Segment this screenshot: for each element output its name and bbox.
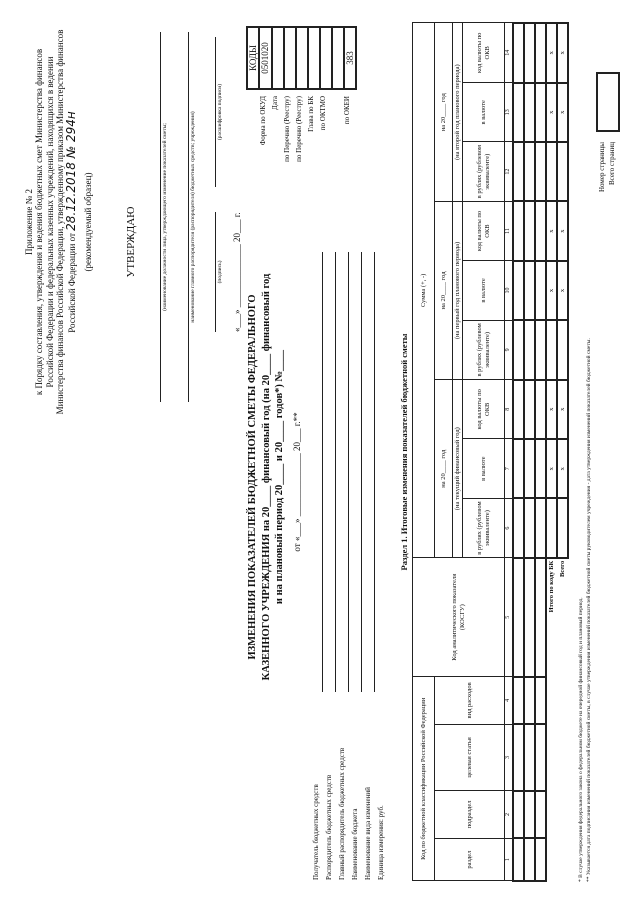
cell-x: x [557, 439, 568, 498]
appendix-line: Российской Федерации и федеральных казенных учреждений, находящихся в ведении [44, 56, 55, 388]
field-change-type: Наименование вида изменений [364, 787, 372, 880]
col-num: 13 [505, 83, 514, 142]
cell-x: x [546, 201, 557, 260]
sub-rubles: в рублях (рублевом эквиваленте) [463, 320, 505, 379]
sub-rubles: в рублях (рублевом эквиваленте) [463, 142, 505, 201]
field-budget-name: Наименование бюджета [351, 808, 359, 880]
code-oktmo [320, 27, 332, 89]
kosgu-header: Код аналитического показателя (КОСГУ) [413, 558, 505, 677]
total-bk-label: Итого по коду БК [546, 558, 557, 881]
field-chief-disposer: Главный распорядитель бюджетных средств [338, 747, 346, 880]
codes-label-okud: Форма по ОКУД [259, 96, 267, 146]
form-title [246, 262, 287, 692]
approve-title: УТВЕРЖДАЮ [125, 206, 137, 278]
sub-okv: код валюты по ОКВ [463, 380, 505, 439]
appendix-number: Приложение № 2 [24, 189, 34, 255]
title-line-3: и на плановый период 20____ и 20____ годов*) №____ [274, 349, 286, 605]
form-date: от «___» ______________ 20___ г.** [292, 412, 302, 552]
sub-currency: в валюте [463, 83, 505, 142]
cell-x: x [546, 261, 557, 320]
appendix-line [65, 22, 79, 422]
approve-caption-decoding: (расшифровка подписи) [217, 83, 223, 141]
col-num: 2 [505, 791, 514, 839]
kbk-col-target: целевая статья [435, 724, 505, 791]
appendix-line: Министерства финансов Российской Федерации, утвержденному приказом Министерства финансов [55, 29, 66, 415]
col-num: 10 [505, 261, 514, 320]
period-current-year: на 20____ год [435, 380, 453, 558]
col-num: 7 [505, 439, 514, 498]
col-num: 11 [505, 201, 514, 260]
table-row [524, 23, 535, 881]
approve-caption-position: (наименование должности лица, утверждающего изменение показателей сметы; [162, 123, 168, 311]
field-unit: Единица измерения: руб. [377, 805, 385, 880]
cell-x: x [557, 261, 568, 320]
codes-label-registry: по Перечню (Реестру) [295, 96, 303, 162]
appendix-block [24, 22, 94, 422]
codes-label-okei: по ОКЕИ [343, 96, 351, 125]
handwritten-order-number: 28.12.2018 № 294н [64, 111, 79, 231]
col-num: 9 [505, 320, 514, 379]
approve-date-line: «___» ______________ 20___ г. [232, 212, 242, 332]
code-bk-chapter [308, 27, 320, 89]
title-line-1: ИЗМЕНЕНИЯ ПОКАЗАТЕЛЕЙ БЮДЖЕТНОЙ СМЕТЫ ФЕДЕРАЛЬНОГО [247, 294, 258, 660]
sub-okv: код валюты по ОКВ [463, 201, 505, 260]
kbk-col-subsection: подраздел [435, 791, 505, 839]
col-num: 1 [505, 838, 514, 881]
approve-caption-signature: (подпись) [217, 260, 223, 284]
cell-x: x [557, 23, 568, 83]
total-row [557, 23, 568, 881]
table-row [535, 23, 546, 881]
codes-label-bk: Глава по БК [307, 96, 315, 132]
sum-header: Сумма (+, -) [413, 23, 435, 558]
code-okud: 0501020 [259, 27, 271, 89]
page-total-label: Всего страниц [608, 142, 616, 186]
code-okei: 383 [344, 27, 356, 89]
sub-currency: в валюте [463, 439, 505, 498]
sub-rubles: в рублях (рублевом эквиваленте) [463, 498, 505, 557]
column-numbers-row [505, 23, 514, 881]
cell-x: x [546, 439, 557, 498]
field-recipient: Получатель бюджетных средств [312, 784, 320, 880]
kbk-col-expense-type: вид расходов [435, 677, 505, 725]
col-num: 8 [505, 380, 514, 439]
cell-x: x [546, 83, 557, 142]
recommended-sample: (рекомендуемый образец) [83, 172, 94, 272]
col-num: 4 [505, 677, 514, 725]
cell-x: x [546, 23, 557, 83]
codes-label-registry: по Перечню (Реестру) [283, 96, 291, 162]
sub-okv: код валюты по ОКВ [463, 23, 505, 83]
code-registry-2 [296, 27, 308, 89]
appendix-line: к Порядку составления, утверждения и ведения бюджетных смет Министерства финансов [34, 48, 45, 396]
col-num: 3 [505, 724, 514, 791]
codes-label-oktmo: по ОКТМО [319, 96, 327, 131]
cell-x: x [557, 201, 568, 260]
period-current-desc: (на текущий финансовый год) [453, 380, 463, 558]
approve-caption-manager: наименование главного распорядителя (распорядителя) бюджетных средств; учреждения) [190, 111, 196, 323]
cell-x: x [557, 83, 568, 142]
col-num: 14 [505, 23, 514, 83]
cell-x: x [546, 380, 557, 439]
total-label: Всего [558, 560, 566, 578]
budget-form-sheet [20, 12, 620, 892]
code-date [272, 27, 284, 89]
table-row [513, 23, 524, 881]
col-num: 6 [505, 498, 514, 557]
kbk-col-section: раздел [435, 838, 505, 881]
title-line-2: КАЗЕННОГО УЧРЕЖДЕНИЯ на 20____ финансовый год (на 20____ финансовый год [260, 273, 272, 681]
period-second-plan-year: на 20____ год [435, 23, 453, 201]
page-number-label: Номер страницы [598, 142, 606, 193]
section-title: Раздел 1. Итоговые изменения показателей бюджетной сметы [399, 333, 409, 571]
total-bk-row [546, 23, 557, 881]
codes-label-date: Дата [271, 96, 279, 110]
code-empty [332, 27, 344, 89]
code-registry-1 [284, 27, 296, 89]
footnote-2: ** Указывается дата подписания изменений показателей бюджетной сметы, в случае утверждения изменений показателей бюджетной сметы руководителем учреждения - дата утверждения изменений показателей бюджетной сметы. [586, 338, 592, 882]
period-second-desc: (на второй год планового периода) [453, 23, 463, 201]
period-first-plan-year: на 20____ год [435, 201, 453, 379]
page-number-box [596, 72, 620, 132]
cell-x: x [557, 380, 568, 439]
sub-currency: в валюте [463, 261, 505, 320]
footnote-1: * В случае утверждения федерального закона о федеральном бюджете на очередной финансовый год и плановый период. [578, 597, 584, 882]
codes-table [246, 26, 357, 90]
col-num: 12 [505, 142, 514, 201]
appendix-line-prefix: Российской Федерации от [67, 233, 78, 333]
period-first-desc: (на первый год планового периода) [453, 201, 463, 379]
main-table [412, 22, 569, 882]
kbk-header: Код по бюджетной классификации Российской Федерации [413, 677, 435, 881]
codes-header: КОДЫ [247, 27, 259, 89]
col-num: 5 [505, 558, 514, 677]
field-disposer: Распорядитель бюджетных средств [325, 774, 333, 880]
